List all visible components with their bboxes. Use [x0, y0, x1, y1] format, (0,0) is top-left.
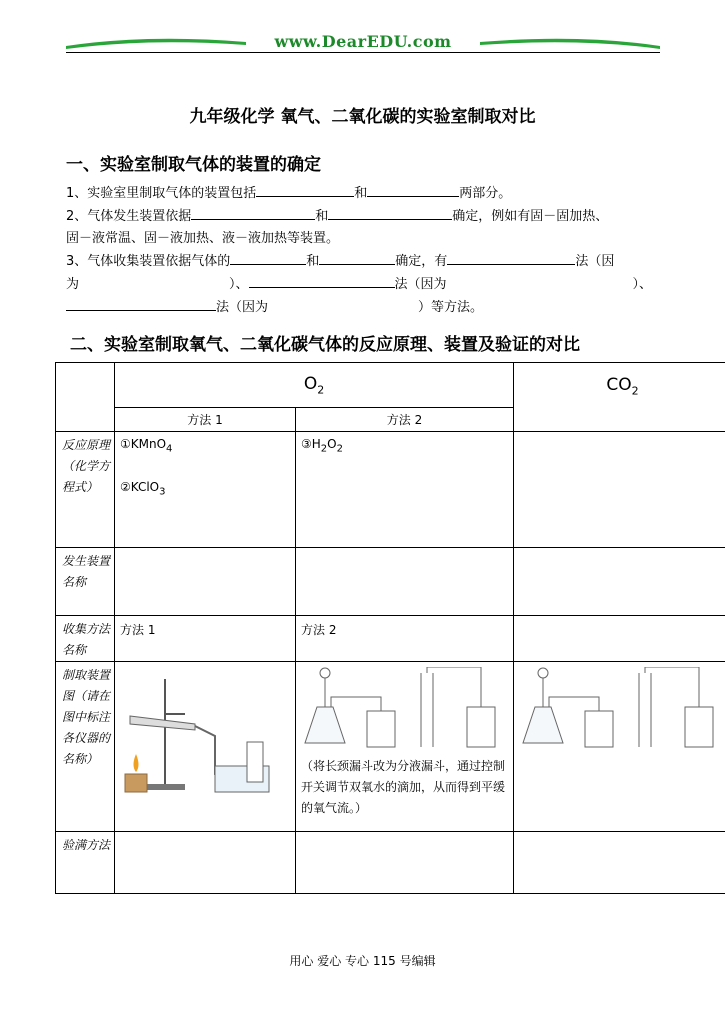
- diagram-method2-cell: [296, 662, 514, 832]
- diagram-co2-cell: [514, 662, 725, 832]
- kmno4-formula: ①KMnO$_4$: [120, 437, 173, 455]
- flask-apparatus-icon: [301, 667, 507, 751]
- reaction-co2-cell[interactable]: [514, 432, 725, 548]
- corner-cell: [56, 363, 115, 432]
- row-label-device: 发生装置名称: [56, 548, 115, 616]
- section1-item1: 1、实验室里制取气体的装置包括 和 两部分。: [66, 182, 660, 205]
- row-label-check: 验满方法: [56, 832, 115, 894]
- diagram-method1-cell: [115, 662, 296, 832]
- blank[interactable]: [256, 182, 354, 197]
- device-co2-cell[interactable]: [514, 548, 725, 616]
- row-label-collect: 收集方法名称: [56, 616, 115, 662]
- device-method2-cell[interactable]: [296, 548, 514, 616]
- blank[interactable]: [249, 273, 395, 288]
- check-method1-cell[interactable]: [115, 832, 296, 894]
- section1-item2: 2、气体发生装置依据 和 确定，例如有固－固加热、 固－液常温、固－液加热、液－液加热等装置。: [66, 205, 660, 250]
- blank[interactable]: [447, 250, 575, 265]
- collect-method1-cell[interactable]: 方法 1: [115, 616, 296, 662]
- reaction-method2-cell[interactable]: [296, 432, 514, 548]
- blank[interactable]: [319, 250, 395, 265]
- blank[interactable]: [230, 250, 306, 265]
- section2-heading: 二、实验室制取氧气、二氧化碳气体的反应原理、装置及验证的对比: [70, 335, 580, 355]
- blank[interactable]: [191, 205, 315, 220]
- page-title: 九年级化学 氧气、二氧化碳的实验室制取对比: [189, 107, 536, 127]
- page-footer: 用心 爱心 专心 115 号编辑: [289, 954, 436, 968]
- section1-heading: 一、实验室制取气体的装置的确定: [66, 155, 321, 175]
- blank[interactable]: [367, 182, 459, 197]
- heating-apparatus-icon: [115, 674, 295, 804]
- device-method1-cell[interactable]: [115, 548, 296, 616]
- apparatus-note: （将长颈漏斗改为分液漏斗，通过控制开关调节双氧水的滴加，从而得到平缓的氧气流。）: [301, 759, 506, 815]
- header-divider: [66, 52, 660, 53]
- check-method2-cell[interactable]: [296, 832, 514, 894]
- reaction-method1-cell[interactable]: [115, 432, 296, 548]
- section1-item3: 3、气体收集装置依据气体的 和 确定，有 法（因 为 ）、 法（因为 ）、 法（因为 ）等方法。: [66, 250, 660, 319]
- method2-header: 方法 2: [296, 408, 514, 432]
- kclo3-formula: ②KClO$_3$: [120, 480, 166, 498]
- site-name[interactable]: www.DearEDU.com: [274, 32, 452, 51]
- o2-header: $O_2$: [115, 363, 514, 408]
- collect-co2-cell[interactable]: [514, 616, 725, 662]
- co2-header: $CO_2$: [514, 363, 725, 432]
- collect-method2-cell[interactable]: 方法 2: [296, 616, 514, 662]
- check-co2-cell[interactable]: [514, 832, 725, 894]
- blank[interactable]: [328, 205, 452, 220]
- method1-header: 方法 1: [115, 408, 296, 432]
- blank[interactable]: [66, 296, 216, 311]
- row-label-diagram: 制取装置图（请在图中标注各仪器的名称）: [56, 662, 115, 832]
- comparison-table: [55, 362, 725, 894]
- co2-apparatus-icon: [519, 667, 725, 751]
- row-label-reaction: 反应原理（化学方程式）: [56, 432, 115, 548]
- h2o2-formula: $③H_2O_2$: [301, 437, 343, 455]
